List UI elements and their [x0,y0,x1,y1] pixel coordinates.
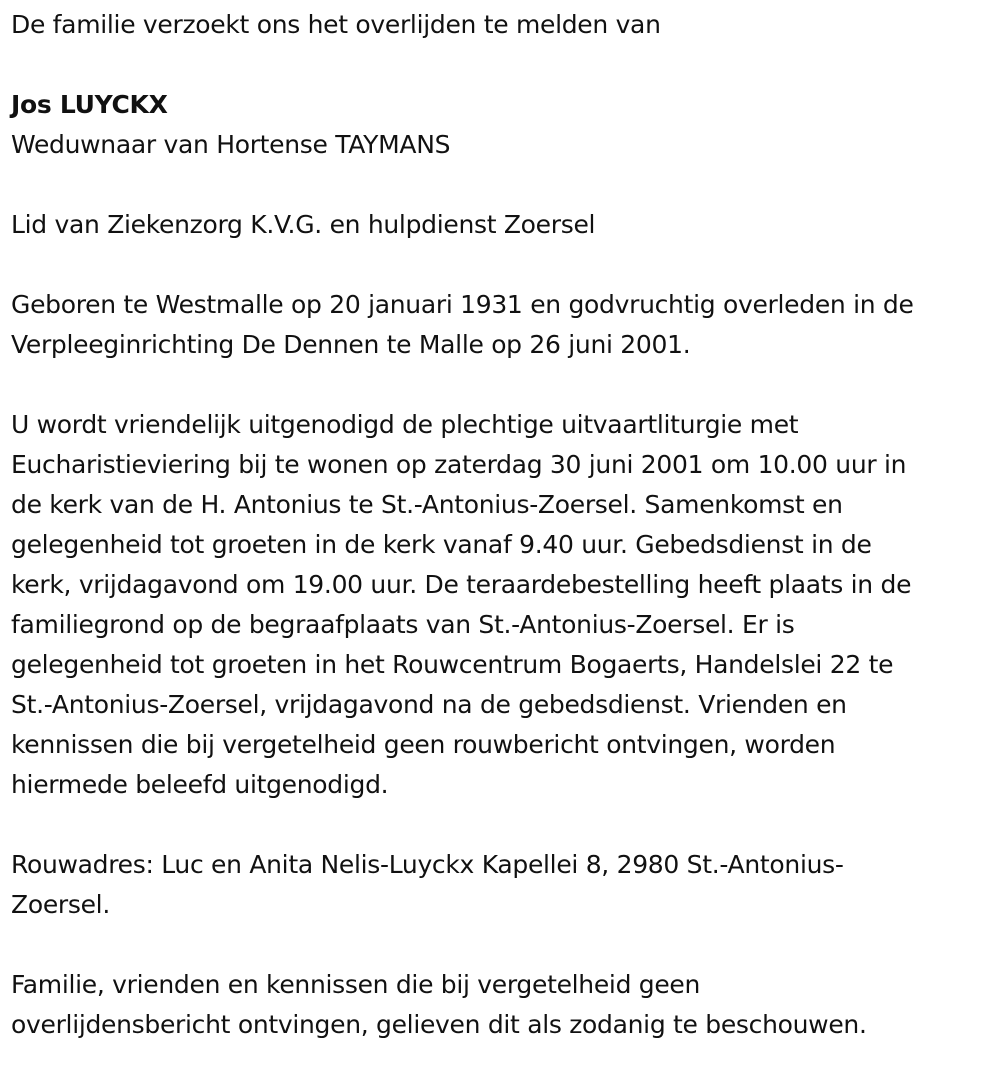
ceremony-line: familiegrond op de begraafplaats van St.-Antonius-Zoersel. Er is [11,610,795,639]
paragraph-spacer [11,45,996,85]
birth-death-line: Verpleeginrichting De Dennen te Malle op 26 juni 2001. [11,330,691,359]
ceremony-line: kerk, vrijdagavond om 19.00 uur. De teraardebestelling heeft plaats in de [11,570,912,599]
ceremony-line: kennissen die bij vergetelheid geen rouwbericht ontvingen, worden [11,730,836,759]
ceremony-line: Eucharistieviering bij te wonen op zaterdag 30 juni 2001 om 10.00 uur in [11,450,907,479]
closing-line: Familie, vrienden en kennissen die bij vergetelheid geen [11,970,701,999]
ceremony-line: U wordt vriendelijk uitgenodigd de plechtige uitvaartliturgie met [11,410,799,439]
paragraph-spacer [11,365,996,405]
spouse-text: Weduwnaar van Hortense TAYMANS [11,130,451,159]
ceremony-line: gelegenheid tot groeten in de kerk vanaf 9.40 uur. Gebedsdienst in de [11,530,872,559]
mourning-address-line: Rouwadres: Luc en Anita Nelis-Luyckx Kapellei 8, 2980 St.-Antonius- [11,850,844,879]
paragraph-spacer [11,245,996,285]
ceremony-line: de kerk van de H. Antonius te St.-Antonius-Zoersel. Samenkomst en [11,490,843,519]
ceremony-line: St.-Antonius-Zoersel, vrijdagavond na de gebedsdienst. Vrienden en [11,690,847,719]
deceased-name: Jos LUYCKX [11,90,168,119]
obituary-document [11,5,996,1045]
birth-death-line: Geboren te Westmalle op 20 januari 1931 en godvruchtig overleden in de [11,290,914,319]
ceremony-line: hiermede beleefd uitgenodigd. [11,770,389,799]
mourning-address-line: Zoersel. [11,890,110,919]
paragraph-spacer [11,805,996,845]
closing-line: overlijdensbericht ontvingen, gelieven dit als zodanig te beschouwen. [11,1010,867,1039]
paragraph-spacer [11,925,996,965]
membership-text: Lid van Ziekenzorg K.V.G. en hulpdienst Zoersel [11,210,596,239]
ceremony-line: gelegenheid tot groeten in het Rouwcentrum Bogaerts, Handelslei 22 te [11,650,894,679]
intro-text: De familie verzoekt ons het overlijden te melden van [11,10,661,39]
paragraph-spacer [11,165,996,205]
